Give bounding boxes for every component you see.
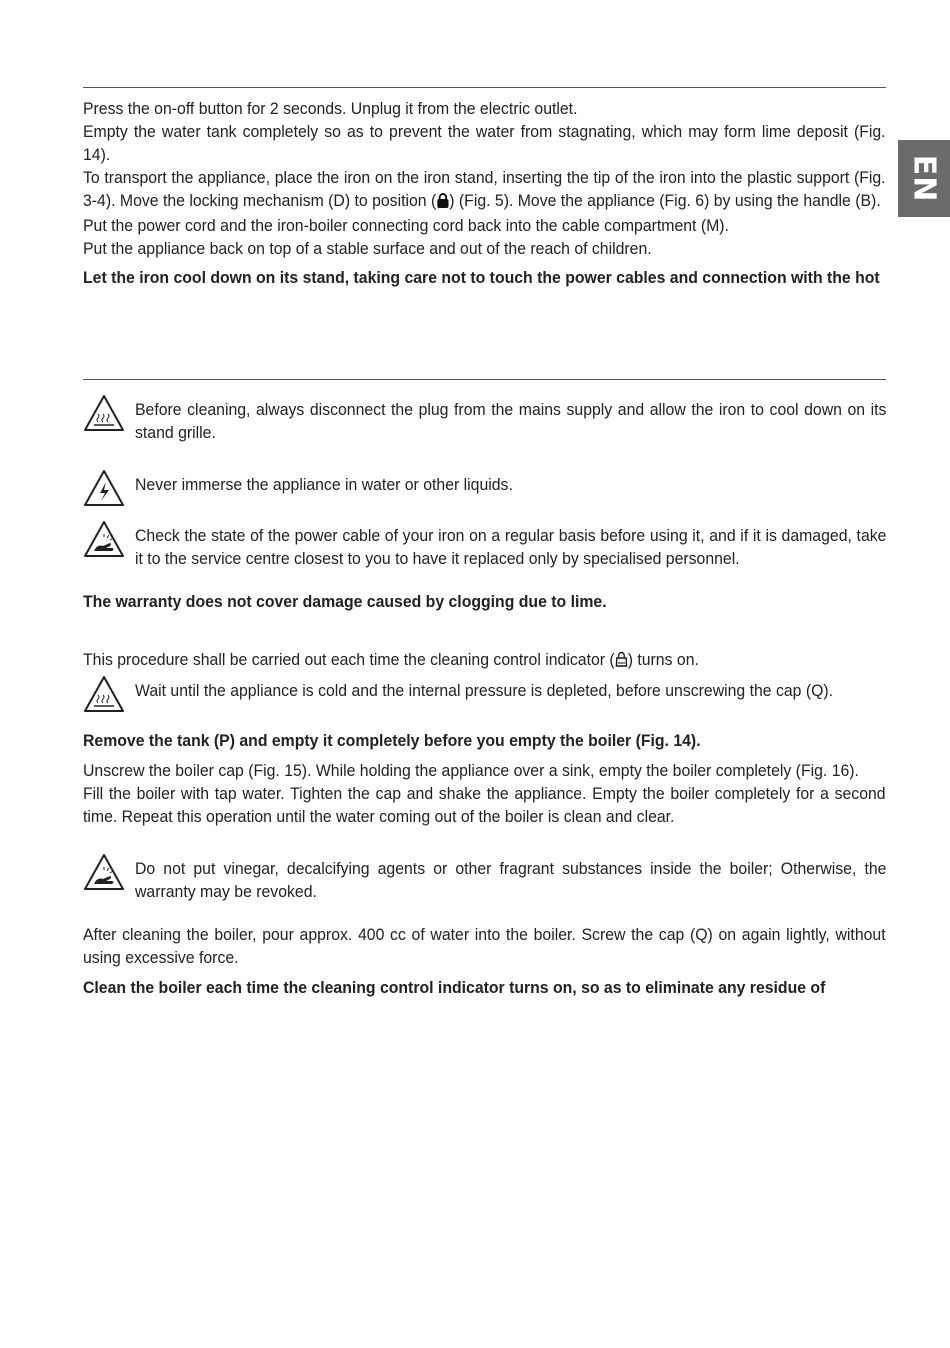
warranty-lime-note: The warranty does not cover damage caused by clogging due to lime. <box>83 592 607 611</box>
section-divider-cleaning <box>83 379 886 380</box>
lock-icon <box>436 191 449 214</box>
unplug-instruction: Press the on-off button for 2 seconds. Unplug it from the electric outlet. <box>83 99 578 118</box>
procedure-intro <box>83 648 886 673</box>
empty-tank-instruction: Empty the water tank completely so as to prevent the water from stagnating, which may form lime deposit (Fig. 14). <box>83 122 886 164</box>
remove-tank-note: Remove the tank (P) and empty it completely before you empty the boiler (Fig. 14). <box>83 731 701 750</box>
hot-surface-warning-icon <box>83 675 125 713</box>
transport-instruction <box>83 166 886 214</box>
unscrew-cap-instruction: Unscrew the boiler cap (Fig. 15). While holding the appliance over a sink, empty the boiler completely (Fig. 16). <box>83 761 859 780</box>
after-cleaning-block <box>83 923 886 999</box>
hot-surface-warning-icon <box>83 394 125 432</box>
warning-wait-cold-text: Wait until the appliance is cold and the internal pressure is depleted, before unscrewing the cap (Q). <box>135 681 834 700</box>
boiler-cleaning-indicator-icon <box>615 650 628 673</box>
fill-boiler-instruction: Fill the boiler with tap water. Tighten the cap and shake the appliance. Empty the boiler completely for a second time. Repeat this operation until the water coming out of the boiler is clean and clear. <box>83 784 886 826</box>
language-tab-label: EN <box>906 154 942 203</box>
transport-text-end: ) (Fig. 5). Move the appliance (Fig. 6) by using the handle (B). <box>449 191 881 210</box>
procedure-intro-block <box>83 648 886 673</box>
boiler-cleaning-steps <box>83 729 886 828</box>
after-cleaning-instruction: After cleaning the boiler, pour approx. 400 cc of water into the boiler. Screw the cap (Q) on again lightly, without using excessive force. <box>83 925 886 967</box>
clean-boiler-note: Clean the boiler each time the cleaning control indicator turns on, so as to eliminate any residue of <box>83 978 826 997</box>
electric-shock-warning-icon <box>83 469 125 507</box>
procedure-text-end: ) turns on. <box>627 650 699 669</box>
warranty-note-block <box>83 590 886 613</box>
hand-caution-warning-icon <box>83 853 125 891</box>
transport-section <box>83 97 886 289</box>
surface-instruction: Put the appliance back on top of a stable surface and out of the reach of children. <box>83 239 652 258</box>
cool-down-note: Let the iron cool down on its stand, taking care not to touch the power cables and connection with the hot <box>83 268 880 287</box>
cord-instruction: Put the power cord and the iron-boiler connecting cord back into the cable compartment (M). <box>83 216 729 235</box>
hand-caution-warning-icon <box>83 520 125 558</box>
section-divider-top <box>83 87 886 88</box>
procedure-text-start: This procedure shall be carried out each time the cleaning control indicator ( <box>83 650 615 669</box>
warning-no-immersion-text: Never immerse the appliance in water or other liquids. <box>135 475 513 494</box>
language-tab <box>898 140 950 217</box>
transport-text-start: To transport the appliance, place the iron on the iron stand, inserting the tip of the iron into the plastic support (Fig. 3-4). Move the locking mechanism (D) to position ( <box>83 168 886 210</box>
warning-unplug-text: Before cleaning, always disconnect the plug from the mains supply and allow the iron to cool down on its stand grille. <box>135 400 887 442</box>
warning-power-cable-text: Check the state of the power cable of your iron on a regular basis before using it, and if it is damaged, take it to the service centre closest to you to have it replaced only by specialised personnel. <box>135 526 887 568</box>
warning-no-vinegar-text: Do not put vinegar, decalcifying agents or other fragrant substances inside the boiler; Otherwise, the warranty may be revoked. <box>135 859 887 901</box>
